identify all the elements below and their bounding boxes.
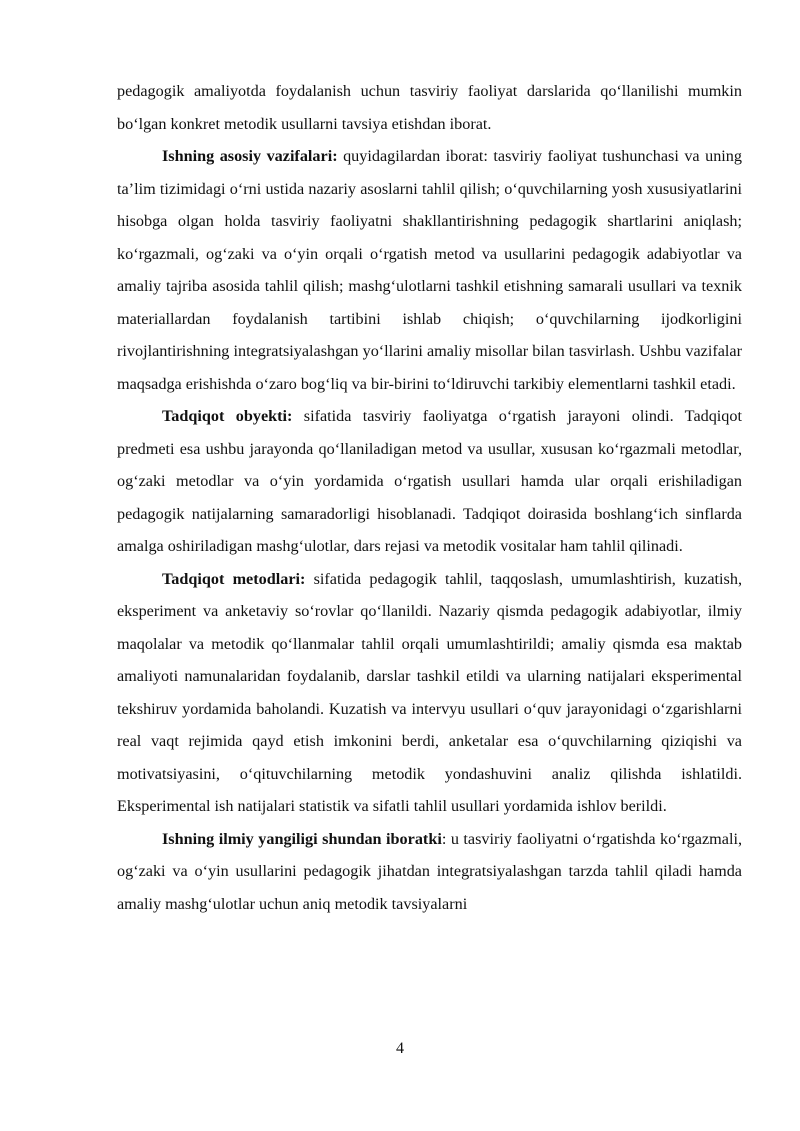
- page-number: 4: [396, 1040, 404, 1057]
- paragraph-heading: Ishning asosiy vazifalari:: [162, 147, 338, 165]
- paragraph-heading: Tadqiqot obyekti:: [162, 407, 293, 425]
- paragraph-text: sifatida tasviriy faoliyatga o‘rgatish jarayoni olindi. Tadqiqot predmeti esa ushbu jarayonda qo‘llaniladigan metod va usullar, xususan ko‘rgazmali metodlar, og‘zaki metodlar va o‘yin yordamida o‘rgatish usullari hamda ular orqali erishiladigan pedagogik natijalarning samaradorligi hisoblanadi. Tadqiqot doirasida boshlang‘ich sinflarda amalga oshiriladigan mashg‘ulotlar, dars rejasi va metodik vositalar ham tahlil qilinadi.: [117, 407, 742, 555]
- paragraph-heading: Ishning ilmiy yangiligi shundan iboratki: [162, 829, 442, 848]
- paragraph-heading: Tadqiqot metodlari:: [162, 569, 306, 588]
- page-body: [117, 75, 742, 920]
- paragraph-text: pedagogik amaliyotda foydalanish uchun tasviriy faoliyat darslarida qo‘llanilishi mumkin bo‘lgan konkret metodik usullarni tavsiya etishdan iborat.: [117, 82, 742, 133]
- paragraph-methods: [117, 563, 742, 823]
- paragraph-text: quyidagilardan iborat: tasviriy faoliyat tushunchasi va uning ta’lim tizimidagi o‘rni ustida nazariy asoslarni tahlil qilish; o‘quvchilarning yosh xususiyatlarini hisobga olgan holda tasviriy faoliyatni shakllantirishning pedagogik shartlarini aniqlash; ko‘rgazmali, og‘zaki va o‘yin orqali o‘rgatish metod va usullarini pedagogik adabiyotlar va amaliy tajriba asosida tahlil qilish; mashg‘ulotlarni tashkil etishning samarali usullari va texnik materiallardan foydalanish tartibini ishlab chiqish; o‘quvchilarning ijodkorligini rivojlantirishning integratsiyalashgan yo‘llarini amaliy misollar bilan tasvirlash. Ushbu vazifalar maqsadga erishishda o‘zaro bog‘liq va bir-birini to‘ldiruvchi tarkibiy elementlarni tashkil etadi.: [117, 147, 742, 393]
- paragraph-text: : u tasviriy faoliyatni o‘rgatishda ko‘rgazmali, og‘zaki va o‘yin usullarini pedagogik jihatdan integratsiyalashgan tarzda tahlil qiladi hamda amaliy mashg‘ulotlar uchun aniq metodik tavsiyalarni: [117, 829, 742, 913]
- paragraph-novelty: [117, 823, 742, 921]
- paragraph-text: sifatida pedagogik tahlil, taqqoslash, umumlashtirish, kuzatish, eksperiment va anketaviy so‘rovlar qo‘llanildi. Nazariy qismda pedagogik adabiyotlar, ilmiy maqolalar va metodik qo‘llanmalar tahlil orqali umumlashtirildi; amaliy qismda esa maktab amaliyoti namunalaridan foydalanib, darslar tashkil etildi va ularning natijalari eksperimental tekshiruv yordamida baholandi. Kuzatish va intervyu usullari o‘quv jarayonidagi o‘zgarishlarni real vaqt rejimida qayd etish imkonini berdi, anketalar esa o‘quvchilarning qiziqishi va motivatsiyasini, o‘qituvchilarning metodik yondashuvini analiz qilishda ishlatildi. Eksperimental ish natijalari statistik va sifatli tahlil usullari yordamida ishlov berildi.: [117, 569, 742, 815]
- paragraph-tasks: [117, 140, 742, 400]
- paragraph-object: [117, 400, 742, 563]
- paragraph-intro: [117, 75, 742, 140]
